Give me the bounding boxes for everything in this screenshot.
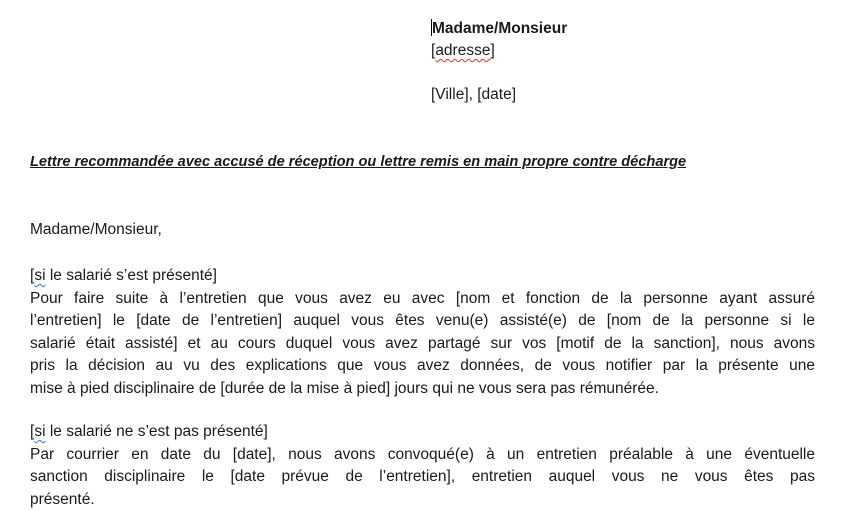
recipient-block [431, 18, 567, 106]
paragraph-line: salarié était assisté] et au cours duquel vous avez partagé sur vos [motif de la sanction], nous avons [30, 334, 815, 352]
paragraph-line: l’entretien] le [date de l’entretien] auquel vous êtes venu(e) assisté(e) de [nom de la personne si le [30, 312, 815, 330]
condition-present: [si le salarié s’est présenté] [30, 267, 217, 284]
recipient-address-line: [adresse] [431, 42, 495, 59]
paragraph-line: présenté. [30, 490, 95, 508]
paragraph-line: Pour faire suite à l’entretien que vous avez eu avec [nom et fonction de la personne ayant assuré [30, 289, 815, 307]
section-employee-present [30, 265, 815, 401]
recipient-address: adresse [435, 42, 491, 59]
condition-absent: [si le salarié ne s’est pas présenté] [30, 423, 268, 440]
paragraph-line: Par courrier en date du [date], nous avons convoqué(e) à un entretien préalable à une éventuelle [30, 445, 815, 463]
paragraph-line: sanction disciplinaire le [date prévue de l’entretien], entretien auquel vous ne vous êtes pas [30, 468, 815, 486]
recipient-name: Madame/Monsieur [432, 20, 568, 37]
paragraph-line: pris la décision au vu des explications que vous avez données, de vous notifier par la présente une [30, 357, 815, 375]
greeting: Madame/Monsieur, [30, 221, 162, 238]
section-employee-absent [30, 421, 815, 511]
paragraph-line: mise à pied disciplinaire de [durée de la mise à pied] jours qui ne vous sera pas rémunérée. [30, 379, 659, 397]
letter-subject: Lettre recommandée avec accusé de réception ou lettre remis en main propre contre décharge [30, 154, 687, 170]
city-date: [Ville], [date] [431, 86, 517, 103]
recipient-name-line [431, 18, 567, 40]
